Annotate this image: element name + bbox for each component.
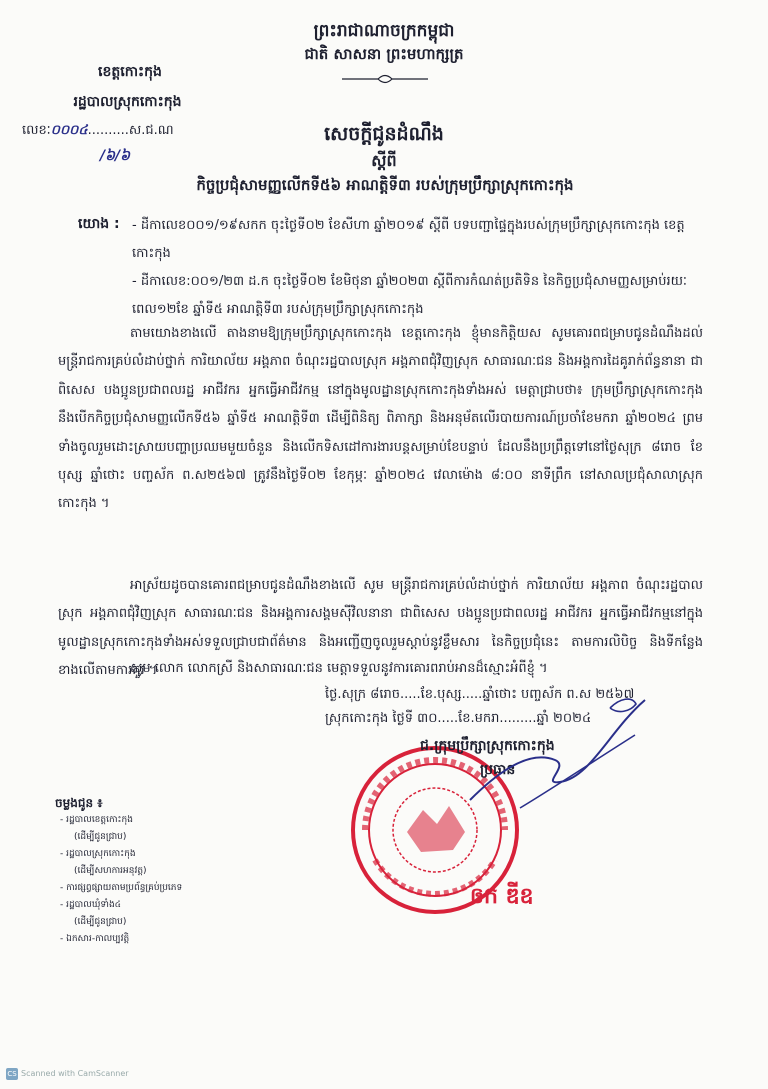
closing-line: សូម លោក លោកស្រី និងសាធារណៈជន មេត្តាទទួលនូវការគោរពរាប់អានដ៏ស្មោះអំពីខ្ញុំ ។ bbox=[130, 661, 548, 676]
list-item bbox=[60, 880, 260, 897]
scanner-watermark bbox=[6, 1068, 129, 1080]
national-motto: ជាតិ សាសនា ព្រះមហាក្សត្រ bbox=[304, 45, 464, 63]
sender-province: ខេត្តកោះកុង bbox=[98, 64, 162, 80]
ornament-divider bbox=[340, 72, 430, 86]
lunar-date: ថ្ងៃ.សុក្រ ៨រោច.....ខែ.បុស្ស.....ឆ្នាំថោះ បញ្ចស័ក ព.ស ២៥៦៧ bbox=[325, 687, 635, 702]
distribution-recipient: - ឯកសារ-កាលប្បវត្តិ bbox=[60, 934, 130, 944]
references-label: យោង : bbox=[78, 216, 120, 232]
distribution-title: ចម្លងជូន ៖ bbox=[55, 796, 103, 810]
distribution-purpose: (ដើម្បីជូនជ្រាប) bbox=[74, 832, 127, 842]
number-value: ០០០៤ bbox=[50, 123, 88, 138]
number-handwritten-date: /៦/៦ bbox=[100, 148, 131, 164]
list-item bbox=[60, 931, 260, 948]
list-item bbox=[60, 846, 260, 880]
body-paragraph: អាស្រ័យដូចបានគោរពជម្រាបជូនដំណឹងខាងលើ សូម មន្ត្រីរាជការគ្រប់លំដាប់ថ្នាក់ ការិយាល័យ អង្គភាព ចំណុះរដ្ឋបាលស្រុក អង្គភាពជុំវិញស្រុក សាធារណៈជន និងអង្គការសង្គមស៊ីវិលនានា ជាពិសេស បងប្អូនប្រជាពលរដ្ឋ អាជីវករ អ្នកធ្វើអាជីវកម្មនៅក្នុងមូលដ្ឋានស្រុកកោះកុងទាំងអស់ទទួលជ្រាបជាព័ត៌មាន និងអញ្ជើញចូលរួមស្តាប់នូវខ្លឹមសារ នៃកិច្ចប្រជុំនេះ តាមការលិបិច្ច និងទីកន្លែងខាងលើតាមការគួរ ។ bbox=[58, 578, 703, 679]
body-paragraph: តាមយោងខាងលើ តាងនាមឱ្យក្រុមប្រឹក្សាស្រុកកោះកុង ខេត្តកោះកុង ខ្ញុំមានកិត្តិយស សូមគោរពជម្រាបជូនដំណឹងដល់ មន្ត្រីរាជការគ្រប់លំដាប់ថ្នាក់ ការិយាល័យ អង្គភាព ចំណុះរដ្ឋបាលស្រុក អង្គភាពជុំវិញស្រុក សាធារណៈជន និងអង្គការដៃគូរាក់ព័ន្ធនានា ជាពិសេស បងប្អូនប្រជាពលរដ្ឋ អាជីវករ អ្នកធ្វើអាជីវកម្ម នៅក្នុងមូលដ្ឋានស្រុកកោះកុងទាំងអស់ មេត្តាជ្រាបថា៖ ក្រុមប្រឹក្សាស្រុកកោះកុង នឹងបើកកិច្ចប្រជុំសាមញ្ញលើកទី៥៦ ឆ្នាំទី៥ អាណត្តិទី៣ ដើម្បីពិនិត្យ ពិភាក្សា និងអនុម័តលើរបាយការណ៍ប្រចាំខែមករា ឆ្នាំ២០២៤ ព្រមទាំងចូលរួមដោះស្រាយបញ្ហាប្រឈមមួយចំនួន និងលើកទិសដៅការងារបន្តសម្រាប់ខែបន្ទាប់ ដែលនឹងប្រព្រឹត្តទៅនៅថ្ងៃសុក្រ ៨រោច ខែបុស្ស ឆ្នាំថោះ បញ្ចស័ក ព.ស២៥៦៧ ត្រូវនឹងថ្ងៃទី០២ ខែកុម្ភៈ ឆ្នាំ២០២៤ វេលាម៉ោង ៨:០០ នាទីព្រឹក នៅសាលប្រជុំសាលាស្រុកកោះកុង ។ bbox=[58, 326, 703, 512]
document-title: សេចក្តីជូនដំណឹង bbox=[324, 123, 444, 145]
handwritten-signature bbox=[460, 690, 650, 820]
list-item bbox=[60, 897, 260, 931]
reference-item: - ដីកាលេខ០០១/១៩សកក ចុះថ្ងៃទី០២ ខែសីហា ឆ្នាំ២០១៩ ស្តីពី បទបញ្ជាផ្ទៃក្នុងរបស់ក្រុមប្រឹក្សាស្រុកកោះកុង ខេត្តកោះកុង bbox=[132, 218, 685, 261]
distribution-purpose: (ដើម្បីជូនជ្រាប) bbox=[74, 917, 127, 927]
reference-item: - ដីកាលេខ:០០១/២៣ ដ.ក ចុះថ្ងៃទី០២ ខែមិថុនា ឆ្នាំ២០២៣ ស្តីពីការកំណត់ប្រតិទិន នៃកិច្ចប្រជុំសាមញ្ញសម្រាប់រយៈពេល១២ខែ ឆ្នាំទី៥ អាណត្តិទី៣ របស់ក្រុមប្រឹក្សាស្រុកកោះកុង bbox=[132, 274, 687, 317]
signatory-organization: ជ.ក្រុមប្រឹក្សាស្រុកកោះកុង bbox=[420, 738, 555, 754]
camscanner-logo-icon: CS bbox=[7, 1070, 17, 1078]
number-suffix: ..........ស.ជ.ណ bbox=[87, 123, 174, 138]
sender-district: រដ្ឋបាលស្រុកកោះកុង bbox=[73, 94, 182, 110]
distribution-recipient: - រដ្ឋបាលស្រុកកោះកុង bbox=[60, 849, 136, 859]
distribution-recipient: - រដ្ឋបាលឃុំទាំង៤ bbox=[60, 900, 122, 910]
distribution-purpose: (ដើម្បីសហការអនុវត្ត) bbox=[74, 866, 147, 876]
watermark-text: Scanned with CamScanner bbox=[21, 1069, 129, 1078]
document-subject: កិច្ចប្រជុំសាមញ្ញលើកទី៥៦ អាណត្តិទី៣ របស់ក្រុមប្រឹក្សាស្រុកកោះកុង bbox=[196, 176, 574, 194]
signatory-role: ប្រធាន bbox=[480, 762, 516, 778]
kingdom-heading: ព្រះរាជាណាចក្រកម្ពុជា bbox=[313, 21, 455, 41]
distribution-recipient: - រដ្ឋបាលខេត្តកោះកុង bbox=[60, 815, 133, 825]
solar-date: ស្រុកកោះកុង ថ្ងៃទី ៣០.....ខែ.មករា.........ឆ្នាំ ២០២៤ bbox=[325, 711, 592, 726]
number-label: លេខៈ bbox=[22, 123, 51, 138]
list-item bbox=[60, 812, 260, 846]
distribution-recipient: - ការផ្សព្វផ្សាយតាមប្រព័ន្ធគ្រប់ប្រភេទ bbox=[60, 883, 183, 893]
signatory-name: ឲក ឌីឧ bbox=[470, 884, 534, 909]
distribution-list bbox=[60, 812, 260, 948]
document-about: ស្តីពី bbox=[371, 151, 397, 170]
